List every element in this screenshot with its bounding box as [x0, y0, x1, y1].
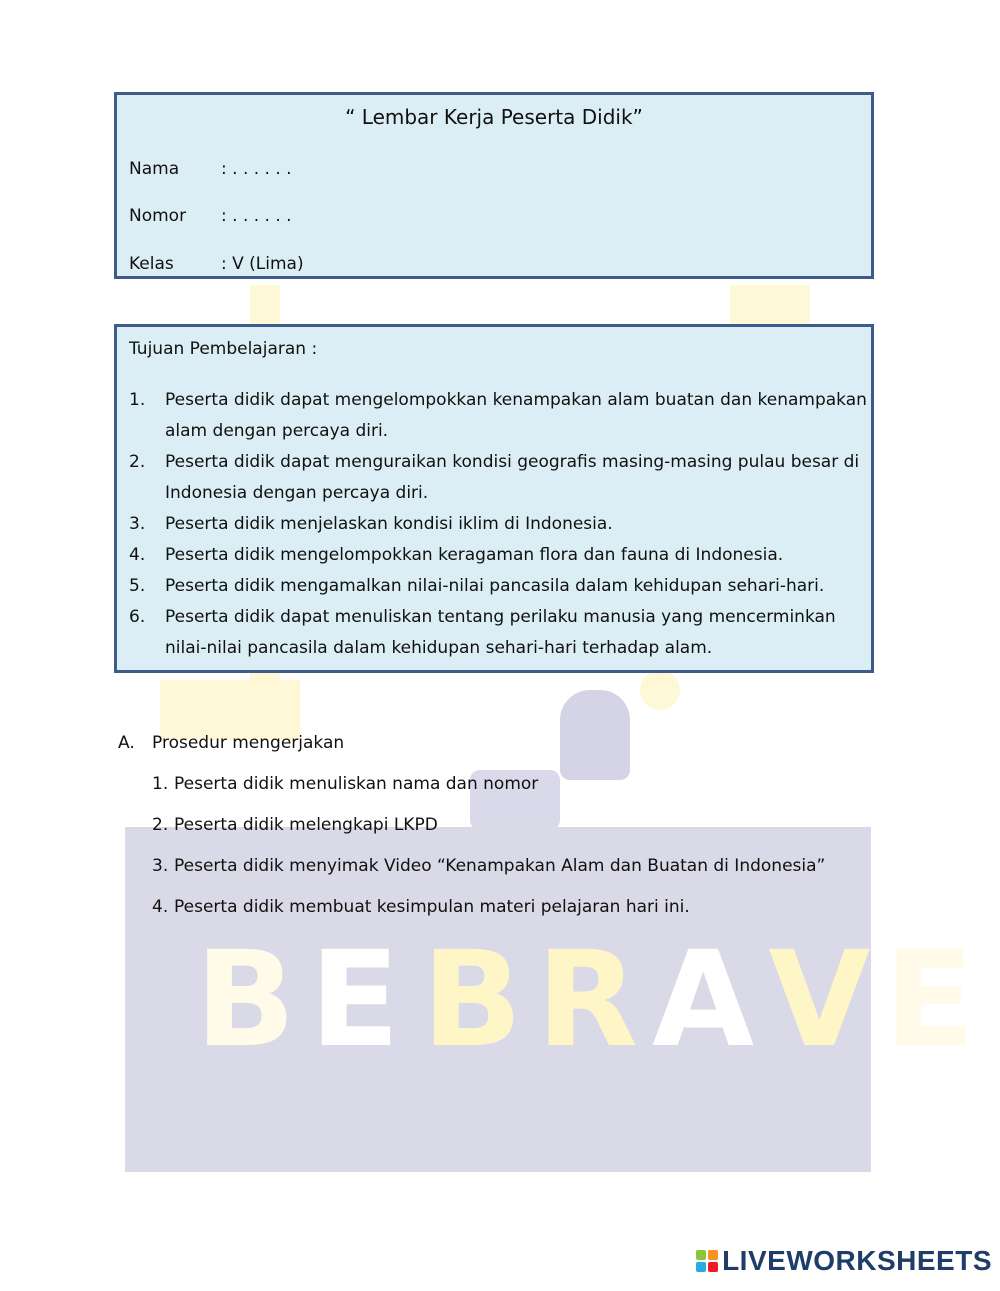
watermark-figure [560, 690, 630, 780]
list-item [129, 385, 869, 447]
list-item [129, 447, 869, 509]
goals-box [114, 324, 874, 673]
list-item [129, 571, 869, 602]
watermark-letter: R [536, 923, 645, 1077]
item-number: 4. [129, 545, 146, 565]
item-number: 5. [129, 576, 146, 596]
watermark-shape [730, 285, 810, 325]
section-letter: A. [118, 733, 135, 753]
watermark-letter: E [309, 923, 406, 1077]
item-text: Peserta didik menjelaskan kondisi iklim di Indonesia. [165, 514, 613, 534]
procedure-heading [118, 733, 344, 753]
logo-text: LIVEWORKSHEETS [722, 1245, 992, 1276]
item-text: Peserta didik dapat menguraikan kondisi geografis masing-masing pulau besar di Indonesia dengan percaya diri. [165, 452, 860, 503]
list-item [129, 540, 869, 571]
watermark-be-brave [195, 923, 981, 1077]
field-label: Nama [129, 159, 180, 179]
item-text: Peserta didik mengamalkan nilai-nilai pancasila dalam kehidupan sehari-hari. [165, 576, 825, 596]
step-text: Peserta didik membuat kesimpulan materi pelajaran hari ini. [174, 897, 690, 917]
logo-square [708, 1250, 718, 1260]
item-number: 6. [129, 607, 146, 627]
step-number: 4. [152, 897, 169, 917]
item-text: Peserta didik dapat mengelompokkan kenampakan alam buatan dan kenampakan alam dengan percaya diri. [165, 390, 867, 441]
field-value: : V (Lima) [221, 254, 304, 274]
watermark-letter: E [884, 923, 981, 1077]
item-text: Peserta didik mengelompokkan keragaman flora dan fauna di Indonesia. [165, 545, 784, 565]
list-item [129, 602, 869, 664]
logo-icon [696, 1250, 718, 1272]
step-number: 3. [152, 856, 169, 876]
field-kelas [129, 254, 304, 274]
step-text: Peserta didik menuliskan nama dan nomor [174, 774, 539, 794]
list-item [152, 815, 825, 856]
item-text: Peserta didik dapat menuliskan tentang perilaku manusia yang mencerminkan nilai-nilai pancasila dalam kehidupan sehari-hari terhadap alam. [165, 607, 836, 658]
field-nama [129, 159, 292, 179]
step-number: 1. [152, 774, 169, 794]
header-box [114, 92, 874, 279]
list-item [152, 856, 825, 897]
item-number: 3. [129, 514, 146, 534]
watermark-letter: B [195, 923, 302, 1077]
step-text: Peserta didik melengkapi LKPD [174, 815, 438, 835]
field-value[interactable]: : . . . . . . [221, 206, 292, 226]
logo-square [708, 1262, 718, 1272]
item-number: 1. [129, 390, 146, 410]
logo-square [696, 1250, 706, 1260]
list-item [152, 774, 825, 815]
field-nomor [129, 206, 292, 226]
item-number: 2. [129, 452, 146, 472]
watermark-letter: A [652, 923, 761, 1077]
list-item [152, 897, 825, 938]
field-label: Nomor [129, 206, 187, 226]
list-item [129, 509, 869, 540]
document-title: “ Lembar Kerja Peserta Didik” [345, 105, 643, 129]
field-value[interactable]: : . . . . . . [221, 159, 292, 179]
field-label: Kelas [129, 254, 174, 274]
procedure-steps [152, 774, 825, 938]
section-title: Prosedur mengerjakan [152, 733, 345, 753]
goals-heading: Tujuan Pembelajaran : [129, 339, 318, 359]
watermark-letter: V [768, 923, 877, 1077]
step-number: 2. [152, 815, 169, 835]
goals-list [129, 385, 869, 664]
step-text: Peserta didik menyimak Video “Kenampakan Alam dan Buatan di Indonesia” [174, 856, 826, 876]
watermark-shape [640, 670, 680, 710]
watermark-letter: B [421, 923, 529, 1077]
logo-square [696, 1262, 706, 1272]
liveworksheets-logo[interactable] [696, 1245, 992, 1277]
watermark-shape [160, 680, 300, 740]
